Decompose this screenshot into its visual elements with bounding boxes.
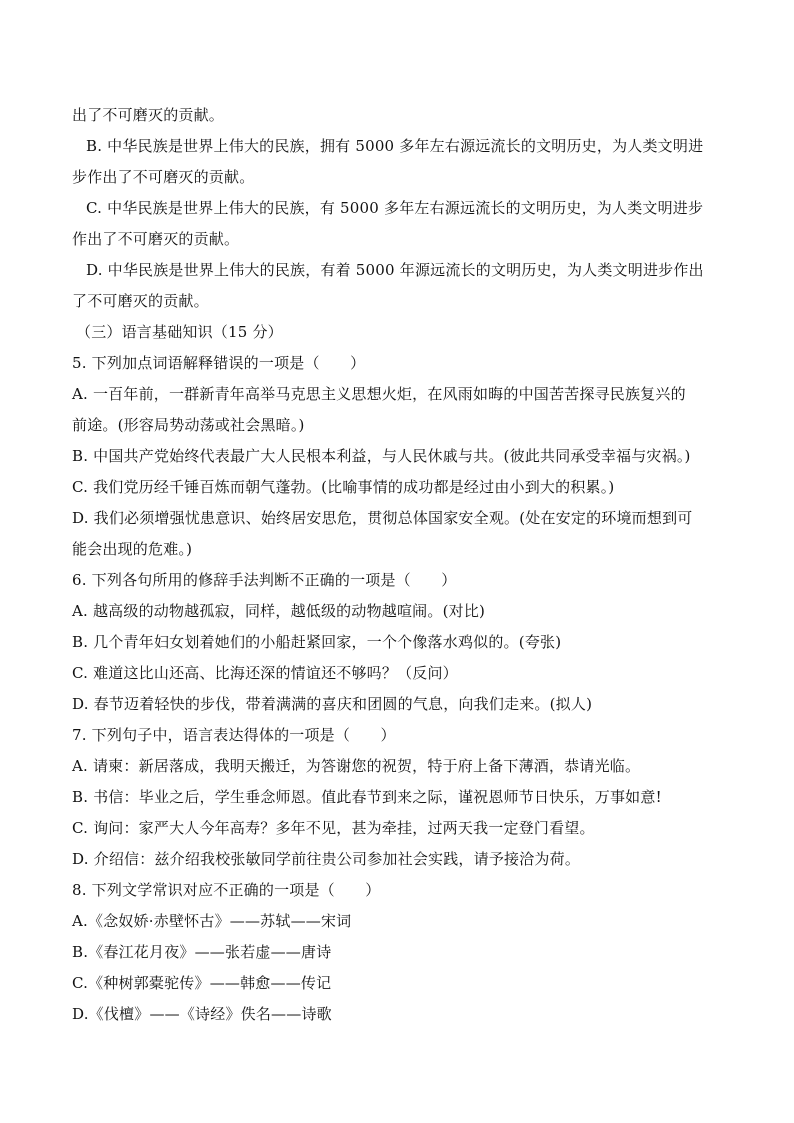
q8-option-b: B.《春江花月夜》——张若虚——唐诗 xyxy=(72,943,332,961)
q5-option-a: A. 一百年前，一群新青年高举马克思主义思想火炬，在风雨如晦的中国苦苦探寻民族复兴的 xyxy=(72,385,686,403)
text-line: 能会出现的危难。) xyxy=(72,540,193,558)
q5-option-c: C. 我们党历经千锤百炼而朝气蓬勃。(比喻事情的成功都是经过由小到大的积累。) xyxy=(72,478,615,496)
q7-option-c: C. 询问：家严大人今年高寿？多年不见，甚为牵挂，过两天我一定登门看望。 xyxy=(72,819,595,837)
text-line: 前途。(形容局势动荡或社会黑暗。) xyxy=(72,416,305,434)
q6-option-d: D. 春节迈着轻快的步伐，带着满满的喜庆和团圆的气息，向我们走来。(拟人) xyxy=(72,695,593,713)
q5-option-d: D. 我们必须增强忧患意识、始终居安思危，贯彻总体国家安全观。(处在安定的环境而想到可 xyxy=(72,509,693,527)
q7-option-a: A. 请柬：新居落成，我明天搬迁，为答谢您的祝贺，特于府上备下薄酒，恭请光临。 xyxy=(72,757,641,775)
q8-option-d: D.《伐檀》——《诗经》佚名——诗歌 xyxy=(72,1005,332,1023)
document-body xyxy=(72,100,732,1030)
q8-option-a: A.《念奴娇·赤壁怀古》——苏轼——宋词 xyxy=(72,912,352,930)
text-line: 步作出了不可磨灭的贡献。 xyxy=(72,168,255,186)
q6-option-a: A. 越高级的动物越孤寂，同样，越低级的动物越喧闹。(对比) xyxy=(72,602,486,620)
q6-option-b: B. 几个青年妇女划着她们的小船赶紧回家，一个个像落水鸡似的。(夸张) xyxy=(72,633,562,651)
option-d-line: D. 中华民族是世界上伟大的民族，有着 5000 年源远流长的文明历史，为人类文明进步作出 xyxy=(86,261,704,279)
question-6: 6. 下列各句所用的修辞手法判断不正确的一项是（ ） xyxy=(72,571,457,589)
text-line: 作出了不可磨灭的贡献。 xyxy=(72,230,240,248)
option-c-line: C. 中华民族是世界上伟大的民族，有 5000 多年左右源远流长的文明历史，为人类文明进步 xyxy=(86,199,704,217)
text-line: 了不可磨灭的贡献。 xyxy=(72,292,209,310)
text-line: 出了不可磨灭的贡献。 xyxy=(72,106,225,124)
q5-option-b: B. 中国共产党始终代表最广大人民根本利益，与人民休戚与共。(彼此共同承受幸福与灾祸。) xyxy=(72,447,691,465)
question-8: 8. 下列文学常识对应不正确的一项是（ ） xyxy=(72,881,381,899)
option-b-line: B. 中华民族是世界上伟大的民族，拥有 5000 多年左右源远流长的文明历史，为人类文明进 xyxy=(86,137,704,155)
q7-option-d: D. 介绍信：兹介绍我校张敏同学前往贵公司参加社会实践，请予接洽为荷。 xyxy=(72,850,581,868)
question-7: 7. 下列句子中，语言表达得体的一项是（ ） xyxy=(72,726,396,744)
question-5: 5. 下列加点词语解释错误的一项是（ ） xyxy=(72,354,366,372)
section-heading: （三）语言基础知识（15 分） xyxy=(76,323,283,341)
q7-option-b: B. 书信：毕业之后，学生垂念师恩。值此春节到来之际，谨祝恩师节日快乐，万事如意! xyxy=(72,788,662,806)
q6-option-c: C. 难道这比山还高、比海还深的情谊还不够吗？（反问） xyxy=(72,664,458,682)
q8-option-c: C.《种树郭橐驼传》——韩愈——传记 xyxy=(72,974,332,992)
